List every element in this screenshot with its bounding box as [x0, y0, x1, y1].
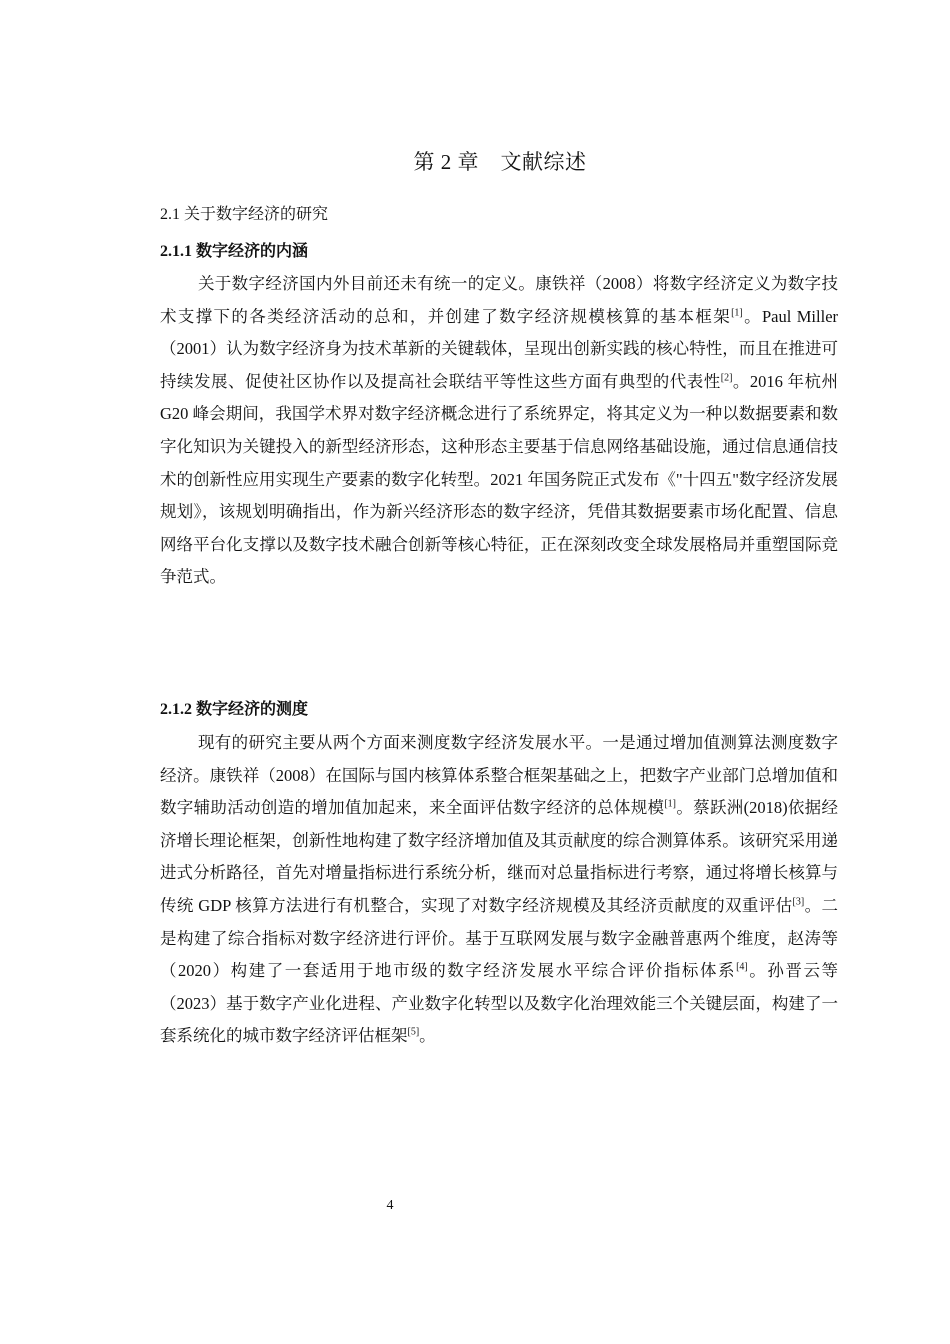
- page-number: 4: [386, 1198, 394, 1213]
- citation-marker: [5]: [407, 1026, 420, 1038]
- paragraph-text: 关于数字经济国内外目前还未有统一的定义。康铁祥（2008）将数字经济定义为数字技术支撑下的各类经济活动的总和，并创建了数字经济规模核算的基本框架: [160, 274, 838, 326]
- paragraph-inner-meaning: [160, 268, 838, 594]
- paragraph-text: 现有的研究主要从两个方面来测度数字经济发展水平。一是通过增加值测算法测度数字经济。康铁祥（2008）在国际与国内核算体系整合框架基础之上，把数字产业部门总增加值和数字辅助活动创造的增加值加起来，来全面评估数字经济的总体规模: [160, 733, 838, 818]
- subsection-title-measurement: 2.1.2 数字经济的测度: [160, 701, 309, 718]
- paragraph-text: 。二是构建了综合指标对数字经济进行评价。基于互联网发展与数字金融普惠两个维度，赵涛等（2020）构建了一套适用于地市级的数字经济发展水平综合评价指标体系: [160, 895, 838, 981]
- chapter-title: 第 2 章 文献综述: [413, 150, 587, 174]
- citation-marker: [1]: [664, 798, 677, 810]
- citation-marker: [3]: [792, 896, 805, 908]
- paragraph-text: 。2016 年杭州 G20 峰会期间，我国学术界对数字经济概念进行了系统界定，将其定义为一种以数据要素和数字化知识为关键投入的新型经济形态，这种形态主要基于信息网络基础设施，通过信息通信技术的创新性应用实现生产要素的数字化转型。2021 年国务院正式发布《"十四五"数字经济发展规划》，该规划明确指出，作为新兴经济形态的数字经济，凭借其数据要素市场化配置、信息网络平台化支撑以及数字技术融合创新等核心特征，正在深刻改变全球发展格局并重塑国际竞争范式。: [160, 371, 839, 587]
- paragraph-text: 。: [419, 1026, 436, 1046]
- paragraph-text: 。孙晋云等（2023）基于数字产业化进程、产业数字化转型以及数字化治理效能三个关键层面，构建了一套系统化的城市数字经济评估框架: [160, 961, 839, 1046]
- paragraph-text: 。Paul Miller（2001）认为数字经济身为技术革新的关键载体，呈现出创新实践的核心特性，而且在推进可持续发展、促使社区协作以及提高社会联结平等性这些方面有典型的代表性: [160, 306, 839, 391]
- citation-marker: [1]: [731, 307, 743, 319]
- section-title: 2.1 关于数字经济的研究: [160, 206, 329, 223]
- citation-marker: [4]: [736, 961, 748, 973]
- paragraph-measurement: [160, 727, 838, 1053]
- citation-marker: [2]: [720, 372, 733, 384]
- paragraph-text: 。蔡跃洲(2018)依据经济增长理论框架，创新性地构建了数字经济增加值及其贡献度的综合测算体系。该研究采用递进式分析路径，首先对增量指标进行系统分析，继而对总量指标进行考察，通过将增长核算与传统 GDP 核算方法进行有机整合，实现了对数字经济规模及其经济贡献度的双重评估: [160, 798, 838, 915]
- subsection-title-inner-meaning: 2.1.1 数字经济的内涵: [160, 243, 309, 260]
